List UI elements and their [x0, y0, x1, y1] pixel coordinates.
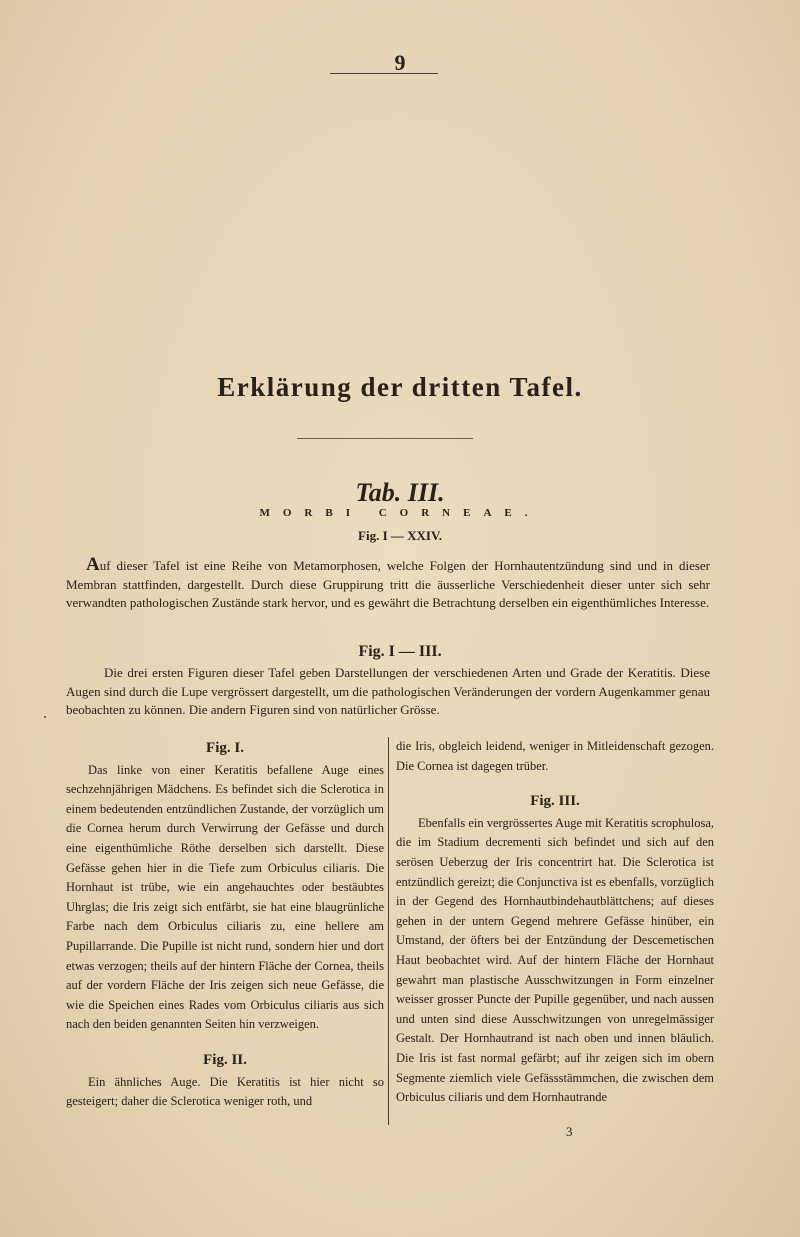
fig2-text: Ein ähnliches Auge. Die Keratitis ist hier nicht so gesteigert; daher die Sclerotica weniger roth, und [66, 1074, 384, 1109]
signature-mark: 3 [566, 1124, 573, 1139]
intro-text: uf dieser Tafel ist eine Reihe von Metamorphosen, welche Folgen der Hornhautentzündung sind und in dieser Membran stattfinden, dargestellt. Durch diese Gruppirung tritt die äusserliche Verschiedenheit dieser unter sich sehr verwandten pathologischen Zustände stark hervor, und es gewährt die Betrachtung derselben ein eigenthümliches Interesse. [66, 558, 710, 610]
fig1-text: Das linke von einer Keratitis befallene Auge eines sechzehnjährigen Mädchens. Es befindet sich die Sclerotica in einem bedeutenden entzündlichen Zustande, der vorzüglich um die Cornea herum durch Verwirrung der Gefässe und durch eine eigenthümliche Röthe derselben sich darstellt. Diese Gefässe gehen hier in die Tiefe zum Orbiculus ciliaris. Die Hornhaut ist trübe, wie ein angehauchtes oder bestäubtes Uhrglas; die Iris zeigt sich entfärbt, sie hat eine blaugrünliche Farbe nach dem Orbiculus ciliaris zu, eine hellere am Pupillarrande. Die Pupille ist nicht rund, sondern hier und dort etwas verzogen; theils auf der hintern Fläche der Cornea, theils auf der vordern Fläche der Iris zeigen sich neue Gefässe, die wie die Speichen eines Rades vom Orbiculus ciliaris aus sich nach den beiden genannten Seiten hin verzweigen. [66, 762, 384, 1032]
section-spacer [66, 1035, 384, 1049]
fig1-heading: Fig. I. [206, 740, 244, 756]
fig3-heading: Fig. III. [530, 793, 580, 810]
section-spacer [396, 776, 714, 790]
fig2-heading: Fig. II. [203, 1051, 247, 1068]
fig2-continuation: die Iris, obgleich leidend, weniger in Mitleidenschaft gezogen. Die Cornea ist dagegen trüber. [396, 739, 714, 773]
plate-subject: MORBI CORNEAE. [259, 507, 541, 519]
two-column-body [66, 737, 712, 1137]
section-heading-fig-1-3: Fig. I — III. [358, 643, 442, 660]
fig3-text: Ebenfalls ein vergrössertes Auge mit Keratitis scrophulosa, die im Stadium decrementi sich befindet und sich auf den serösen Ueberzug der Iris concentrirt hat. Die Sclerotica ist entzündlich gereizt; die Conjunctiva ist es ebenfalls, vorzüglich in der Gegend des Hornhautbindehautblättchens; auf dieses gehen in der untern Gegend mehrere Gefässe hinüber, ein Umstand, der öfters bei der Entzündung der Descemetischen Haut beobachtet wird. Auf der hintern Fläche der Hornhaut gewahrt man plastische Ausschwitzungen in Form einzelner weisser grosser Puncte der Pupille gegenüber, und nach aussen und unten sind diese Ausschwitzungen von unregelmässiger Gestalt. Der Hornhautrand ist nach oben und innen bläulich. Die Iris ist fast normal gefärbt; auf ihr zeigen sich im obern Segmente ziemlich viele Gefässstämmchen, die zwischen dem Orbiculus ciliaris und dem Hornhautrande [396, 815, 714, 1105]
figure-range: Fig. I — XXIV. [358, 528, 442, 543]
intro-paragraph [66, 556, 710, 613]
page-number: 9 [394, 50, 406, 75]
page-title: Erklärung der dritten Tafel. [217, 372, 583, 402]
plate-title: Tab. III. [355, 478, 445, 507]
column-divider [388, 737, 389, 1125]
right-column [396, 737, 714, 1108]
intro-dropcap: A [86, 554, 100, 575]
title-rule [297, 438, 473, 439]
header-rule [330, 73, 438, 74]
left-column [66, 737, 384, 1112]
section-text-fig-1-3: Die drei ersten Figuren dieser Tafel geben Darstellungen der verschiedenen Arten und Grade der Keratitis. Diese Augen sind durch die Lupe vergrössert dargestellt, um die pathologischen Veränderungen der vordern Augenkammer genau beobachten zu können. Die andern Figuren sind von natürlicher Grösse. [66, 665, 710, 717]
margin-mark [44, 716, 46, 718]
